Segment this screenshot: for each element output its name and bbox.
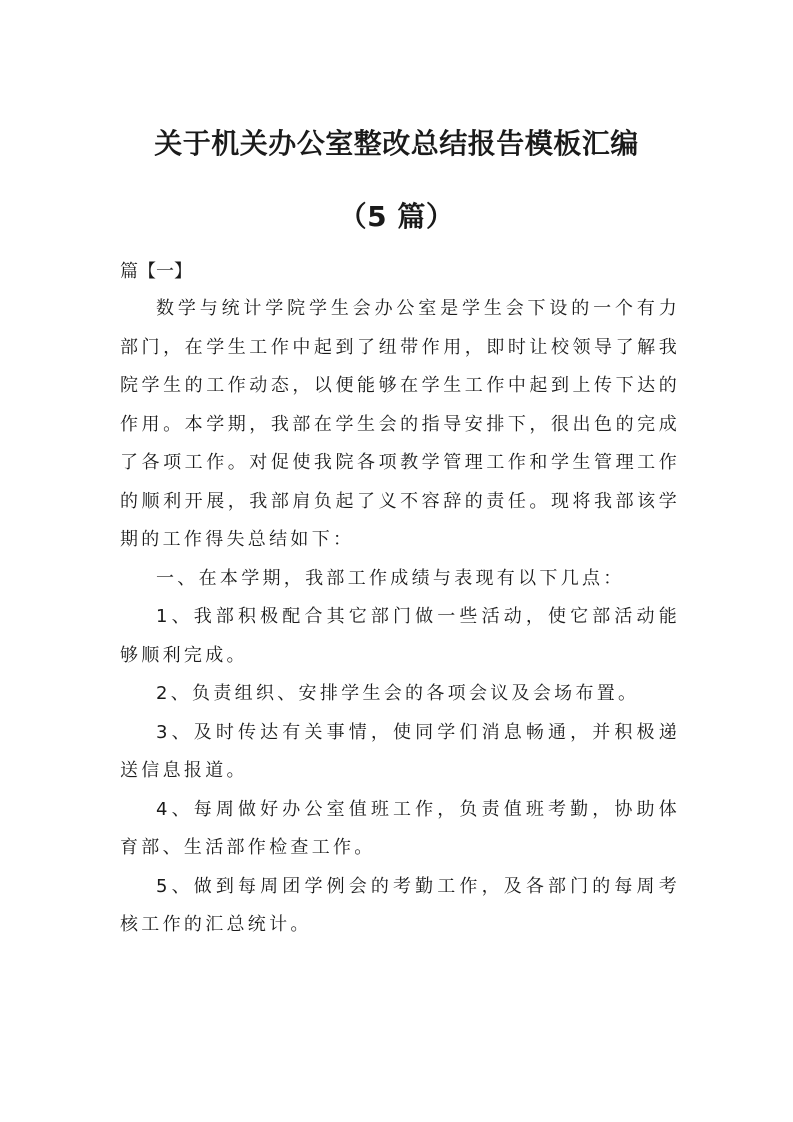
paragraph-item-5: 5、做到每周团学例会的考勤工作，及各部门的每周考核工作的汇总统计。 [120,875,680,935]
document-title: 关于机关办公室整改总结报告模板汇编 [154,127,639,160]
paragraph-item-3: 3、及时传达有关事情，使同学们消息畅通，并积极递送信息报道。 [120,721,680,781]
paragraph-intro: 数学与统计学院学生会办公室是学生会下设的一个有力部门，在学生工作中起到了纽带作用，即时让校领导了解我院学生的工作动态，以便能够在学生工作中起到上传下达的作用。本学期，我部在学生会的指导安排下，很出色的完成了各项工作。对促使我院各项教学管理工作和学生管理工作的顺利开展，我部肩负起了义不容辞的责任。现将我部该学期的工作得失总结如下： [120,298,680,550]
paragraph-item-2: 2、负责组织、安排学生会的各项会议及会场布置。 [156,683,640,704]
paragraph-subheading: 一、在本学期，我部工作成绩与表现有以下几点： [156,567,625,589]
paragraph-item-4: 4、每周做好办公室值班工作，负责值班考勤，协助体育部、生活部作检查工作。 [120,798,680,858]
document-subtitle: （5 篇） [338,200,455,233]
section-heading: 篇【一】 [120,261,192,282]
paragraph-item-1: 1、我部积极配合其它部门做一些活动，使它部活动能够顺利完成。 [120,606,680,666]
document-section [120,254,680,945]
